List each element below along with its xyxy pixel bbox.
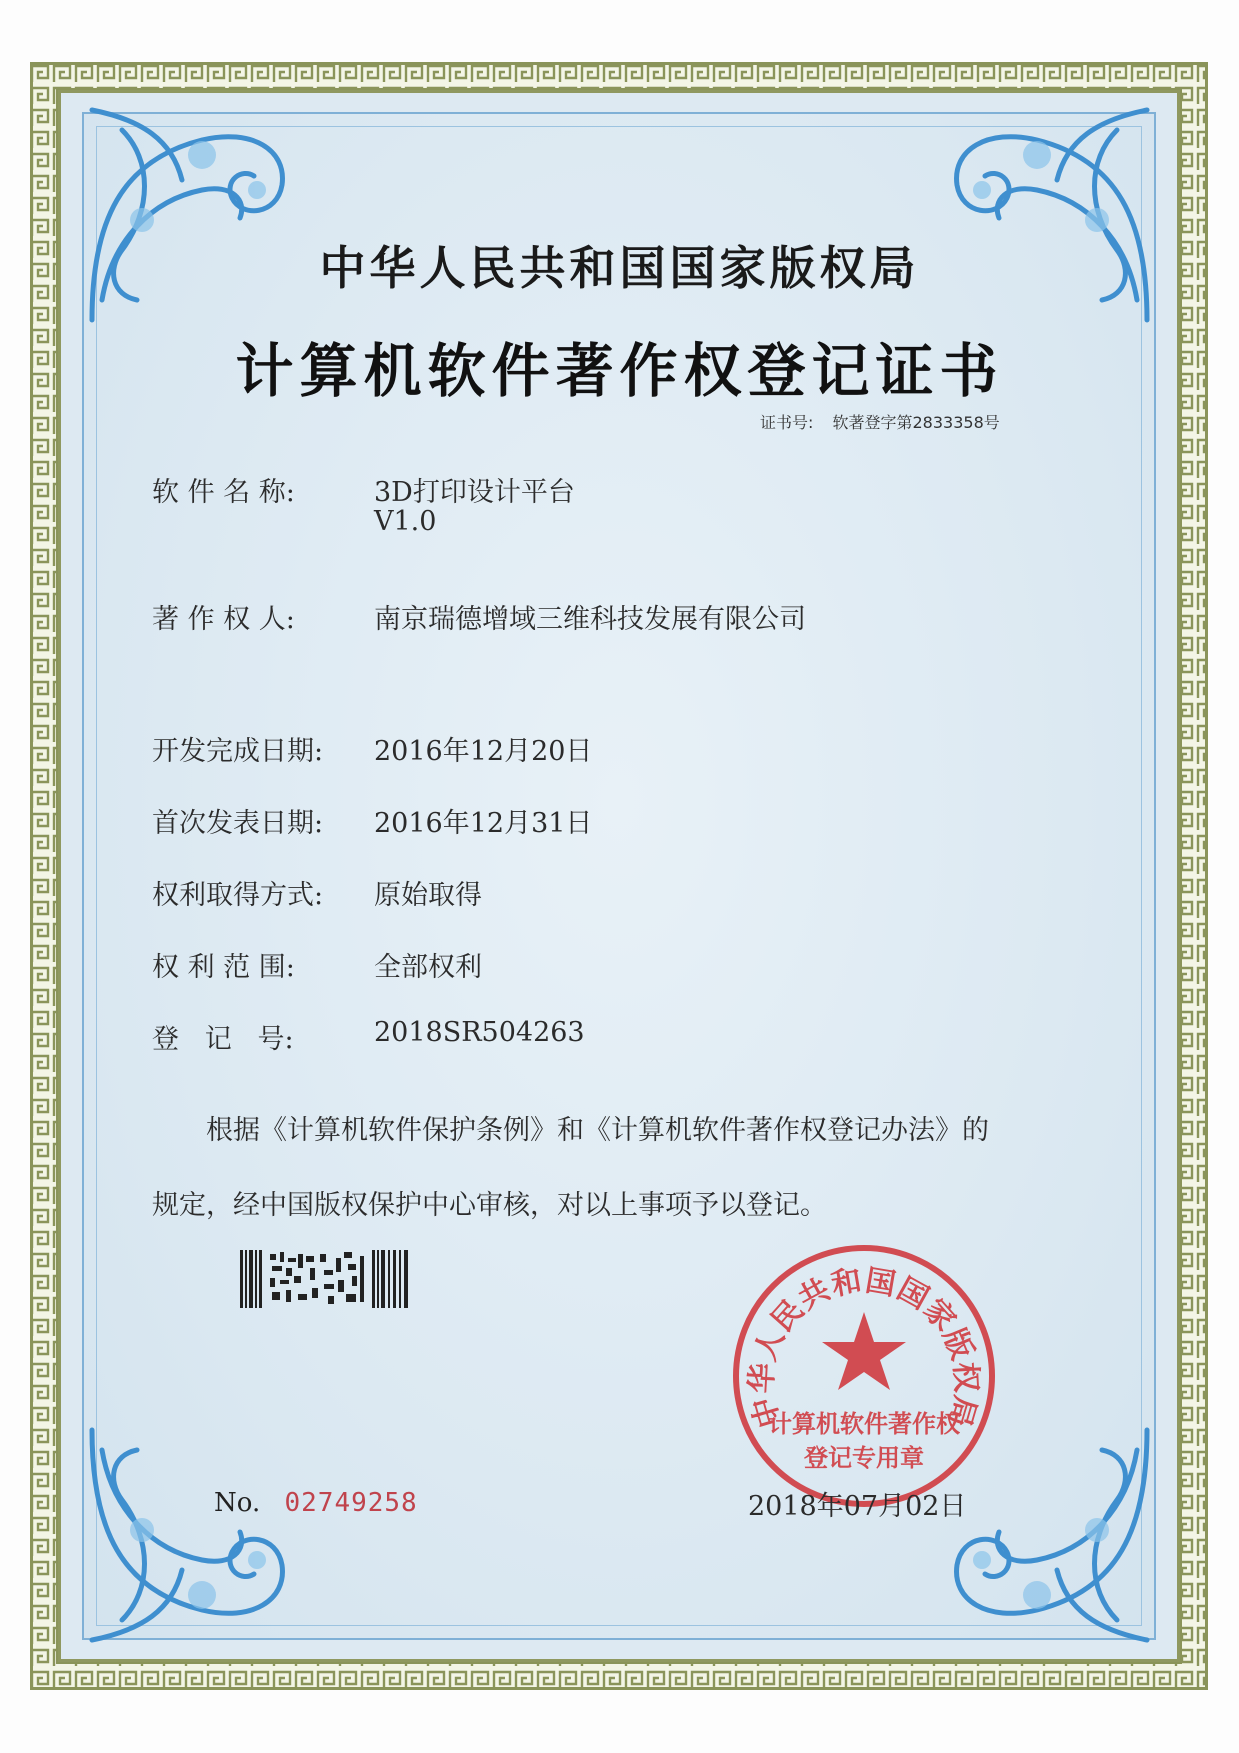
copyright-owner-label: 著 作 权 人:: [152, 604, 295, 635]
serial-number: 02749258: [284, 1488, 418, 1518]
software-name-value: 3D打印设计平台: [374, 477, 575, 508]
barcode-image: [240, 1250, 412, 1308]
corner-ornament-bottom-left: [82, 1420, 312, 1650]
copyright-owner-value: 南京瑞德增域三维科技发展有限公司: [374, 604, 806, 635]
publish-date-label: 首次发表日期:: [152, 808, 324, 839]
certificate-title: 计算机软件著作权登记证书: [235, 337, 1004, 405]
seal-inner-line-1: 计算机软件著作权: [768, 1410, 960, 1438]
registration-number-value: 2018SR504263: [374, 1017, 585, 1048]
acquisition-method-value: 原始取得: [374, 880, 482, 911]
certificate-number: [760, 410, 1000, 433]
issuing-authority-title: 中华人民共和国国家版权局: [319, 241, 920, 295]
registration-number-label: 登 记 号:: [152, 1024, 294, 1055]
software-name-label: 软 件 名 称:: [152, 477, 295, 508]
certificate-serial: [214, 1488, 418, 1518]
statement-line-2: 规定，经中国版权保护中心审核，对以上事项予以登记。: [152, 1190, 827, 1221]
completion-date-value: 2016年12月20日: [374, 736, 593, 767]
serial-label: No.: [214, 1488, 261, 1518]
publish-date-value: 2016年12月31日: [374, 808, 593, 839]
rights-scope-label: 权 利 范 围:: [152, 952, 295, 983]
issue-date: 2018年07月02日: [748, 1491, 967, 1522]
statement-line-1: 根据《计算机软件保护条例》和《计算机软件著作权登记办法》的: [206, 1115, 989, 1146]
software-version-value: V1.0: [374, 506, 437, 537]
completion-date-label: 开发完成日期:: [152, 736, 324, 767]
seal-outer-text: 中华人民共和国国家版权局: [744, 1263, 984, 1432]
certificate-number-label: 证书号:: [760, 413, 814, 432]
seal-inner-line-2: 登记专用章: [804, 1444, 924, 1472]
rights-scope-value: 全部权利: [374, 952, 482, 983]
acquisition-method-label: 权利取得方式:: [152, 880, 324, 911]
certificate-number-value: 软著登字第2833358号: [832, 413, 1000, 432]
official-red-seal: [728, 1240, 1000, 1512]
